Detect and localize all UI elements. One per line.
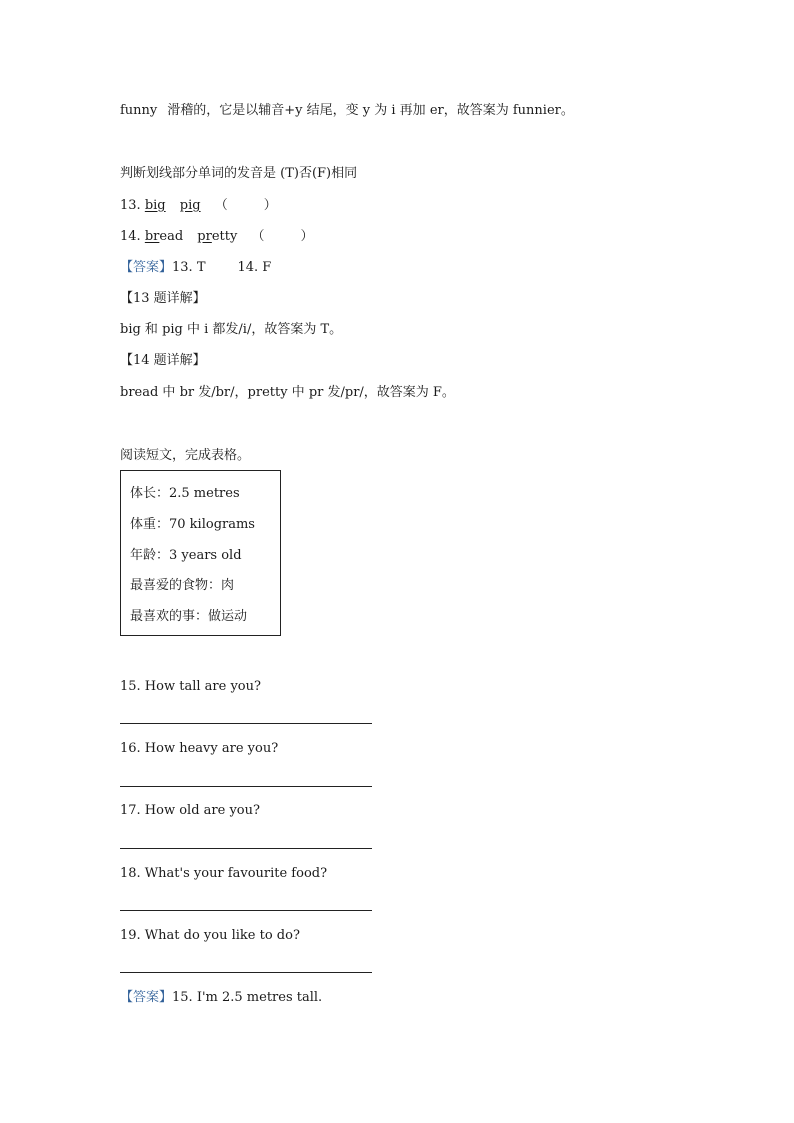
question-16: 16. How heavy are you? — [120, 741, 279, 756]
question-17: 17. How old are you? — [120, 803, 260, 818]
answer-13: 13. T — [172, 260, 206, 275]
note-funny-word: funny — [120, 103, 158, 118]
answer-15: 15. I'm 2.5 metres tall. — [172, 990, 323, 1005]
answer-15-line — [120, 989, 322, 1007]
q13-paren-open: （ — [214, 198, 228, 213]
answer-tag: 【答案】 — [120, 260, 173, 275]
info-table — [120, 470, 281, 636]
q14-word-2: pretty — [197, 229, 238, 244]
pronunciation-instruction: 判断划线部分单词的发音是 (T)否(F)相同 — [120, 166, 358, 181]
detail-13-title: 【13 题详解】 — [120, 291, 206, 306]
note-funny-text: 滑稽的，它是以辅音+y 结尾，变 y 为 i 再加 er，故答案为 funnier。 — [167, 103, 574, 118]
q13-paren-close: ） — [263, 198, 277, 213]
answer-13-14 — [120, 259, 271, 277]
question-15: 15. How tall are you? — [120, 679, 261, 694]
answer-line-16[interactable] — [120, 786, 372, 787]
note-funny — [120, 102, 574, 120]
detail-13-text: big 和 pig 中 i 都发/i/，故答案为 T。 — [120, 322, 343, 337]
answer-line-17[interactable] — [120, 848, 372, 849]
table-row-activity: 最喜欢的事：做运动 — [130, 609, 248, 624]
answer-line-15[interactable] — [120, 723, 372, 724]
answer-line-19[interactable] — [120, 972, 372, 973]
q14-number: 14. — [120, 229, 141, 244]
detail-14-text: bread 中 br 发/br/，pretty 中 pr 发/pr/，故答案为 F。 — [120, 385, 455, 400]
table-row-food: 最喜爱的食物：肉 — [130, 578, 235, 593]
q14-paren-open: （ — [251, 229, 265, 244]
answer-line-18[interactable] — [120, 910, 372, 911]
reading-instruction: 阅读短文，完成表格。 — [120, 448, 251, 463]
answer-tag-reading: 【答案】 — [120, 990, 173, 1005]
q13-word-1: big — [144, 198, 166, 213]
answer-14: 14. F — [237, 260, 272, 275]
q13-number: 13. — [120, 198, 141, 213]
question-14 — [120, 228, 314, 246]
detail-14-title: 【14 题详解】 — [120, 353, 206, 368]
table-row-weight: 体重：70 kilograms — [130, 517, 255, 532]
table-row-length: 体长：2.5 metres — [130, 486, 240, 501]
question-19: 19. What do you like to do? — [120, 928, 300, 943]
table-row-age: 年龄：3 years old — [130, 548, 242, 563]
question-18: 18. What's your favourite food? — [120, 866, 328, 881]
q14-paren-close: ） — [300, 229, 314, 244]
question-13 — [120, 197, 277, 215]
q13-word-2: pig — [179, 198, 201, 213]
q14-word-1: bread — [144, 229, 184, 244]
